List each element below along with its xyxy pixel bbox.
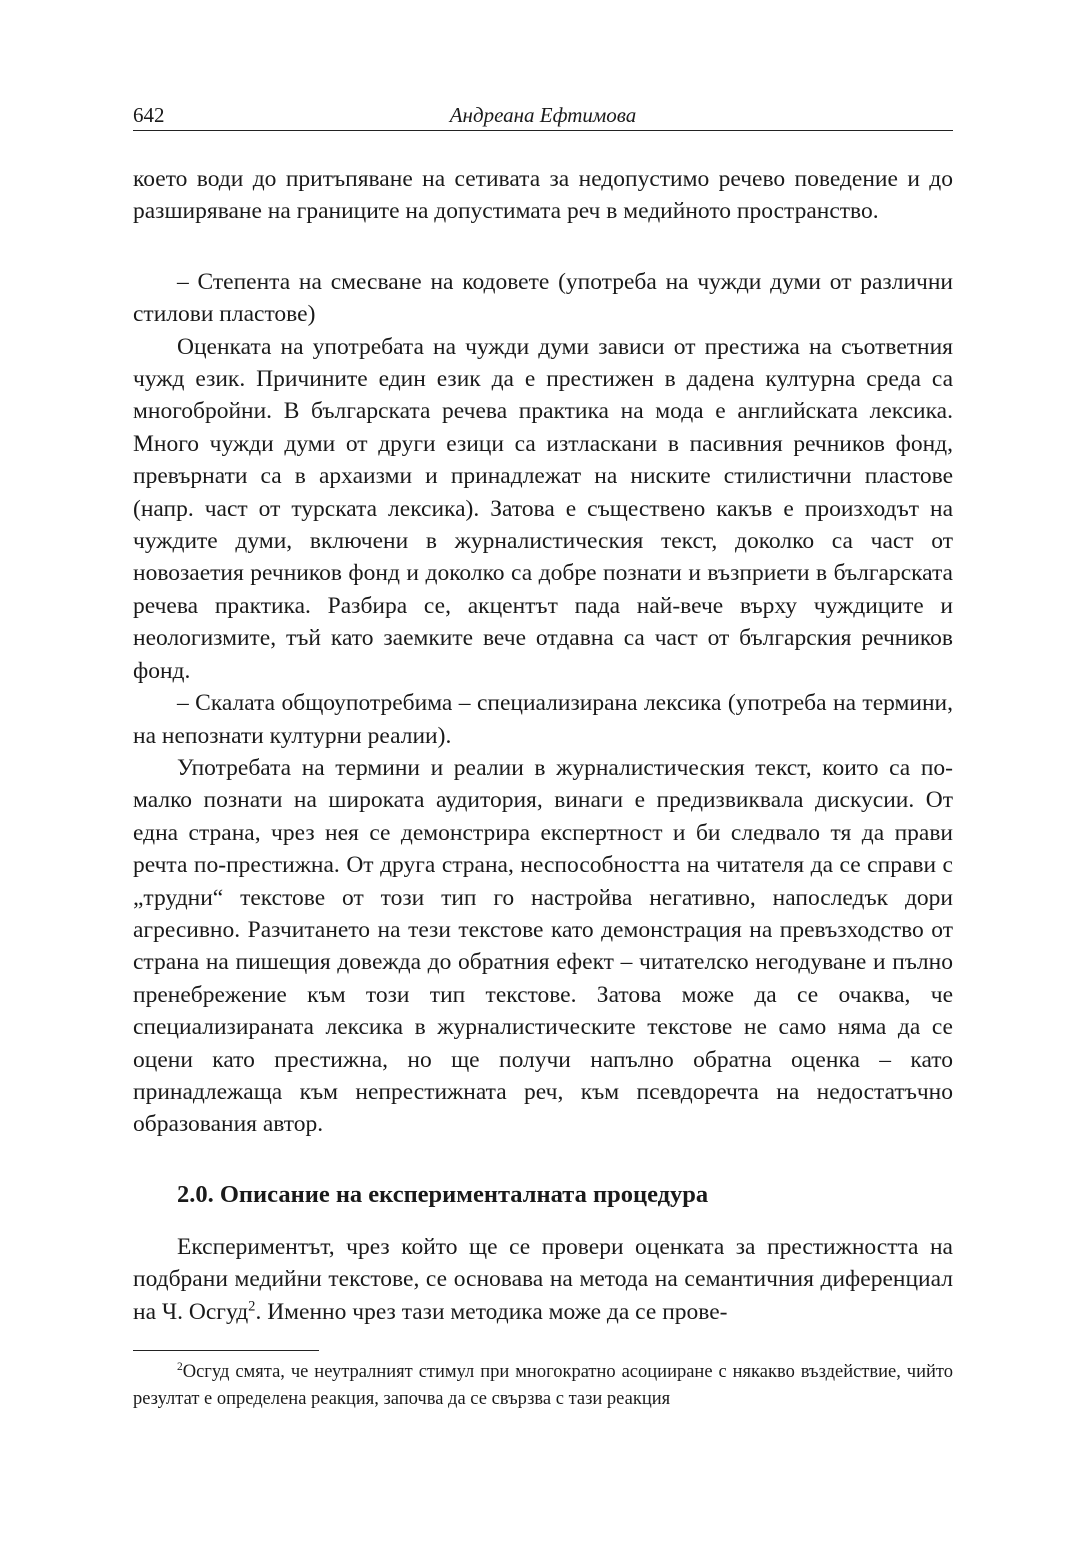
main-text [133,163,953,1328]
document-page [133,100,953,1413]
experiment-text: Експериментът, чрез който ще се провери оценката за престижността на подбрани медийни текстове, се основава на метода на семантичния диференциал на Ч. Осгуд [133,1233,953,1325]
paragraph-continuation: което води до притъпяване на сетивата за недопустимо речево поведение и до разширяване на границите на допустимата реч в медийното пространство. [133,166,953,225]
footnote-divider [133,1350,319,1351]
running-header [133,100,953,131]
list-item-specialized-lexis: – Скалата общоупотребима – специализирана лексика (употреба на термини, на непознати културни реалии). [133,690,953,749]
paragraph-experiment [133,1231,953,1328]
paragraph-foreign-words: Оценката на употребата на чужди думи зависи от престижа на съответния чужд език. Причините един език да е престижен в дадена културна среда са многобройни. В българската речева практика на мода е английската лексика. Много чужди думи от други езици са изтласкани в пасивния речников фонд, превърнати са в архаизми и принадлежат на ниските стилистични пластове (напр. част от турската лексика). Затова е съществено какъв е произходът на чуждите думи, включени в журналистическия текст, доколко са част от новозаетия речников фонд и доколко са добре познати и възприети в българската речева практика. Разбира се, акцентът пада най-вече върху чуждиците и неологизмите, тъй като заемките вече отдавна са част от българския речников фонд. [133,333,953,684]
list-item-code-mixing: – Степента на смесване на кодовете (употреба на чужди думи от различни стилови пластове) [133,268,953,328]
page-number: 642 [133,103,165,127]
footnote [133,1359,953,1413]
footnote-reference[interactable]: 2 [248,1297,256,1314]
experiment-text-tail: . Именно чрез тази методика може да се прове- [255,1298,728,1325]
paragraph-terms-realia: Употребата на термини и реалии в журналистическия текст, които са по-малко познати на широката аудитория, винаги е предизвиквала дискусии. От една страна, чрез нея се демонстрира експертност и би следвало тя да прави речта по-престижна. От друга страна, неспособността на читателя да се справи с „трудни“ текстове от този тип го настройва негативно, напоследък дори агресивно. Разчитането на тези текстове като демонстрация на превъзходство от страна на пишещия довежда до обратния ефект – читателско негодуване и пълно пренебрежение към този тип текстове. Затова може да се очаква, че специализираната лексика в журналистическите текстове не само няма да се оцени като престижна, но ще получи напълно обратна оценка – като принадлежаща към непрестижната реч, към псевдоречта на недостатъчно образования автор. [133,754,953,1138]
footnote-text: Осгуд смята, че неутралният стимул при многократно асоцииране с някакво въздействие, чийто резултат е определена реакция, започва да се свързва с тази реакция [133,1362,953,1409]
running-title-author: Андреана Ефтимова [449,103,637,127]
footnote-marker: 2 [177,1361,183,1374]
section-heading: 2.0. Описание на експерименталната процедура [177,1180,709,1208]
